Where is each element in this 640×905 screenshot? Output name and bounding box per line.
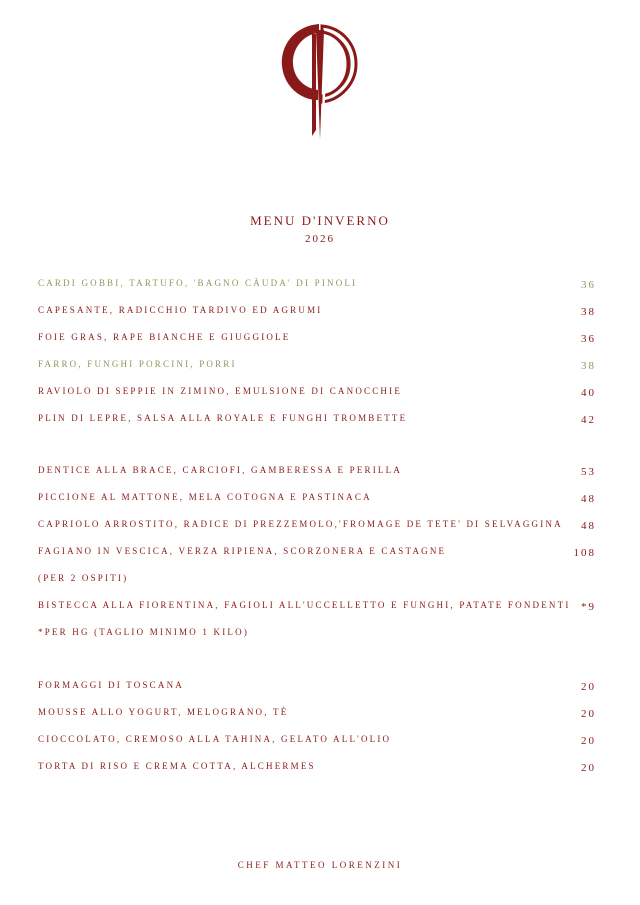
menu-item-name: CAPESANTE, RADICCHIO TARDIVO ED AGRUMI bbox=[38, 305, 323, 315]
menu-item bbox=[38, 600, 596, 618]
menu-item bbox=[38, 680, 596, 698]
menu-item-name: BISTECCA ALLA FIORENTINA, FAGIOLI ALL'UCCELLETTO E FUNGHI, PATATE FONDENTI bbox=[38, 600, 571, 610]
menu-item-name: *PER HG (TAGLIO MINIMO 1 KILO) bbox=[38, 627, 250, 637]
menu-item bbox=[38, 492, 596, 510]
menu-item-price: 20 bbox=[581, 735, 596, 747]
menu-item-price: 36 bbox=[581, 333, 596, 345]
menu-item bbox=[38, 305, 596, 323]
menu-year: 2026 bbox=[305, 233, 335, 245]
menu-item-price: 20 bbox=[581, 681, 596, 693]
menu-item-name: RAVIOLO DI SEPPIE IN ZIMINO, EMULSIONE DI CANOCCHIE bbox=[38, 386, 403, 396]
menu-item-name: FAGIANO IN VESCICA, VERZA RIPIENA, SCORZONERA E CASTAGNE bbox=[38, 546, 447, 556]
menu-item-price: 20 bbox=[581, 762, 596, 774]
menu-item-price: 48 bbox=[581, 493, 596, 505]
menu-item-name: CIOCCOLATO, CREMOSO ALLA TAHINA, GELATO ALL'OLIO bbox=[38, 734, 392, 744]
menu-item bbox=[38, 465, 596, 483]
chef-signature: CHEF MATTEO LORENZINI bbox=[237, 860, 403, 870]
menu-item-price: 108 bbox=[573, 547, 596, 559]
menu-item bbox=[38, 734, 596, 752]
menu-item-price: 42 bbox=[581, 414, 596, 426]
menu-item bbox=[38, 278, 596, 296]
menu-item-price: 53 bbox=[581, 466, 596, 478]
menu-item-price: 48 bbox=[581, 520, 596, 532]
menu-item-name: FORMAGGI DI TOSCANA bbox=[38, 680, 184, 690]
menu-item bbox=[38, 573, 596, 591]
menu-item-name: DENTICE ALLA BRACE, CARCIOFI, GAMBERESSA E PERILLA bbox=[38, 465, 403, 475]
menu-title: MENU D'INVERNO bbox=[250, 213, 390, 228]
menu-item-name: TORTA DI RISO E CREMA COTTA, ALCHERMES bbox=[38, 761, 316, 771]
menu-item-name: FARRO, FUNGHI PORCINI, PORRI bbox=[38, 359, 237, 369]
menu-item-price: 38 bbox=[581, 360, 596, 372]
menu-item-name: FOIE GRAS, RAPE BIANCHE E GIUGGIOLE bbox=[38, 332, 291, 342]
menu-item bbox=[38, 332, 596, 350]
menu-item-price: 38 bbox=[581, 306, 596, 318]
restaurant-logo-icon bbox=[276, 20, 362, 144]
menu-item-price: 40 bbox=[581, 387, 596, 399]
menu-item-name: CAPRIOLO ARROSTITO, RADICE DI PREZZEMOLO,'FROMAGE DE TETE' DI SELVAGGINA bbox=[38, 519, 563, 529]
menu-item bbox=[38, 707, 596, 725]
menu-item-name: PLIN DI LEPRE, SALSA ALLA ROYALE E FUNGHI TROMBETTE bbox=[38, 413, 408, 423]
menu-item bbox=[38, 546, 596, 564]
menu-item-name: (PER 2 OSPITI) bbox=[38, 573, 129, 583]
menu-item bbox=[38, 386, 596, 404]
menu-item bbox=[38, 761, 596, 779]
menu-item bbox=[38, 519, 596, 537]
menu-item-name: CARDI GOBBI, TARTUFO, 'BAGNO CÀUDA' DI PINOLI bbox=[38, 278, 358, 288]
menu-item-price: 36 bbox=[581, 279, 596, 291]
menu-item bbox=[38, 627, 596, 645]
menu-item-name: PICCIONE AL MATTONE, MELA COTOGNA E PASTINACA bbox=[38, 492, 372, 502]
menu-item-price: 20 bbox=[581, 708, 596, 720]
menu-item-name: MOUSSE ALLO YOGURT, MELOGRANO, TÈ bbox=[38, 707, 289, 717]
menu-item-price: *9 bbox=[581, 601, 596, 613]
menu-item bbox=[38, 359, 596, 377]
menu-item bbox=[38, 413, 596, 431]
